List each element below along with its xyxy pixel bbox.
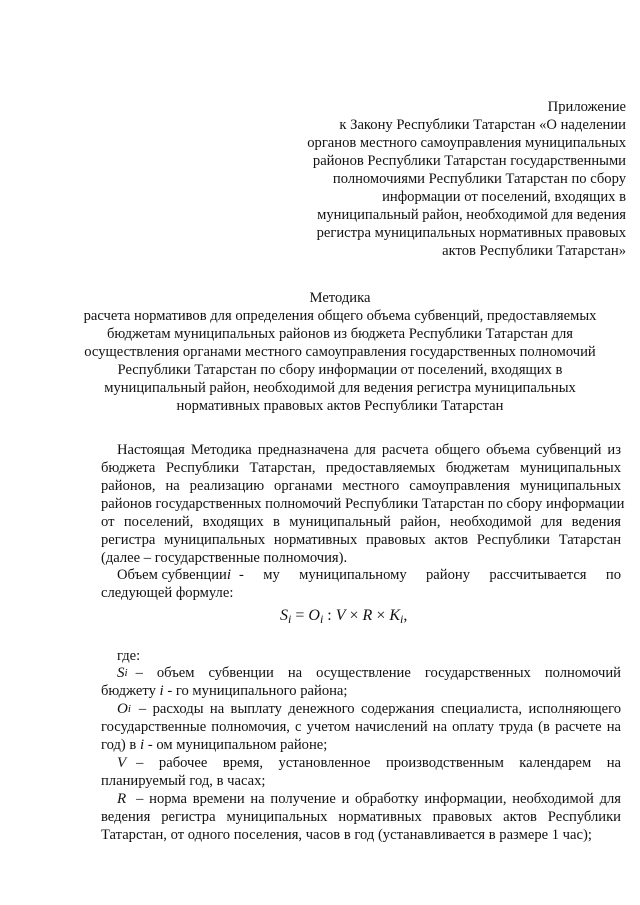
definition-line: планируемый год, в часах; bbox=[101, 773, 266, 789]
formula-sub: i bbox=[288, 612, 292, 626]
definition-line: Татарстан, от одного поселения, часов в год (устанавливается в размере 1 час); bbox=[101, 827, 592, 843]
title-line: осуществления органами местного самоуправления государственных полномочий bbox=[84, 344, 596, 360]
variable-i: i bbox=[159, 683, 164, 699]
title-line: расчета нормативов для определения общего объема субвенций, предоставляемых bbox=[83, 308, 597, 324]
paragraph-line: районов, на реализацию органами местного самоуправления муниципальных bbox=[101, 478, 621, 494]
formula-sub: i bbox=[400, 612, 404, 626]
definition-line: государственные полномочия, с учетом начислений на оплату труда (в расчете на bbox=[101, 719, 621, 735]
formula-r: R bbox=[362, 607, 373, 624]
definition-line bbox=[101, 682, 347, 700]
variable-i: i bbox=[139, 737, 145, 753]
paragraph-line: регистра муниципальных нормативных правовых актов Республики Татарстан bbox=[101, 532, 621, 548]
variable-sub: i bbox=[127, 703, 131, 715]
paragraph-line: (далее – государственные полномочия). bbox=[101, 550, 348, 566]
definition-text: – объем субвенции на осуществление государственных полномочий bbox=[135, 665, 621, 681]
text-span: Объем субвенции bbox=[117, 567, 227, 583]
formula-op: : bbox=[323, 607, 336, 624]
appendix-line: регистра муниципальных нормативных правовых bbox=[316, 225, 626, 241]
appendix-line: актов Республики Татарстан» bbox=[442, 243, 626, 259]
text-span: - му муниципальному району рассчитывается по bbox=[239, 567, 621, 583]
definition-line bbox=[101, 736, 327, 754]
paragraph-line: следующей формуле: bbox=[101, 585, 234, 601]
variable-s: S bbox=[117, 665, 125, 681]
appendix-line: полномочиями Республики Татарстан по сбору bbox=[332, 171, 626, 187]
appendix-line: Приложение bbox=[547, 99, 626, 115]
subvention-formula bbox=[280, 607, 407, 627]
definition-text: – рабочее время, установленное производственным календарем на bbox=[136, 755, 621, 771]
variable-i: i bbox=[226, 567, 232, 583]
title-line: муниципальный район, необходимой для ведения регистра муниципальных bbox=[104, 380, 576, 396]
paragraph-line: Настоящая Методика предназначена для расчета общего объема субвенций из bbox=[117, 442, 621, 458]
formula-op: × bbox=[372, 607, 390, 624]
definition-v bbox=[117, 754, 621, 772]
appendix-line: к Закону Республики Татарстан «О наделении bbox=[339, 117, 626, 133]
formula-op: , bbox=[403, 607, 408, 624]
formula-sub: i bbox=[319, 612, 324, 626]
where-label: где: bbox=[117, 648, 141, 664]
text-span: год) в bbox=[101, 737, 137, 753]
paragraph-line: районов государственных полномочий Республики Татарстан по сбору информации bbox=[101, 496, 625, 512]
title-line: Республики Татарстан по сбору информации от поселений, входящих в bbox=[117, 362, 563, 378]
definition-s bbox=[117, 664, 621, 682]
variable-sub: i bbox=[124, 667, 128, 679]
paragraph-line: бюджета Республики Татарстан, предоставляемых бюджетам муниципальных bbox=[101, 460, 621, 476]
formula-o: O bbox=[308, 607, 320, 624]
variable-v: V bbox=[117, 755, 127, 771]
definition-r bbox=[117, 790, 621, 808]
definition-o bbox=[117, 700, 621, 718]
appendix-line: информации от поселений, входящих в bbox=[382, 189, 626, 205]
definition-text: – расходы на выплату денежного содержания специалиста, исполняющего bbox=[138, 701, 621, 717]
formula-op: × bbox=[345, 607, 363, 624]
text-span: - го муниципального района; bbox=[167, 683, 348, 699]
formula-s: S bbox=[280, 607, 288, 624]
variable-o: O bbox=[117, 701, 128, 717]
appendix-line: муниципальный район, необходимой для ведения bbox=[317, 207, 626, 223]
title-heading: Методика bbox=[309, 290, 371, 306]
definition-line: ведения регистра муниципальных нормативных правовых актов Республики bbox=[101, 809, 621, 825]
text-span: - ом муниципальном районе; bbox=[147, 737, 328, 753]
appendix-line: органов местного самоуправления муниципальных bbox=[307, 135, 626, 151]
variable-r: R bbox=[117, 791, 127, 807]
title-line: бюджетам муниципальных районов из бюджета Республики Татарстан для bbox=[106, 326, 574, 342]
appendix-line: районов Республики Татарстан государственными bbox=[312, 153, 626, 169]
definition-text: – норма времени на получение и обработку информации, необходимой для bbox=[136, 791, 621, 807]
paragraph-line: от поселений, входящих в муниципальный район, необходимой для ведения bbox=[101, 514, 621, 530]
text-span: бюджету bbox=[101, 683, 156, 699]
formula-v: V bbox=[335, 607, 346, 624]
title-line: нормативных правовых актов Республики Татарстан bbox=[176, 398, 504, 414]
paragraph-line bbox=[117, 566, 621, 584]
formula-op: = bbox=[291, 607, 309, 624]
formula-k: K bbox=[389, 607, 401, 624]
